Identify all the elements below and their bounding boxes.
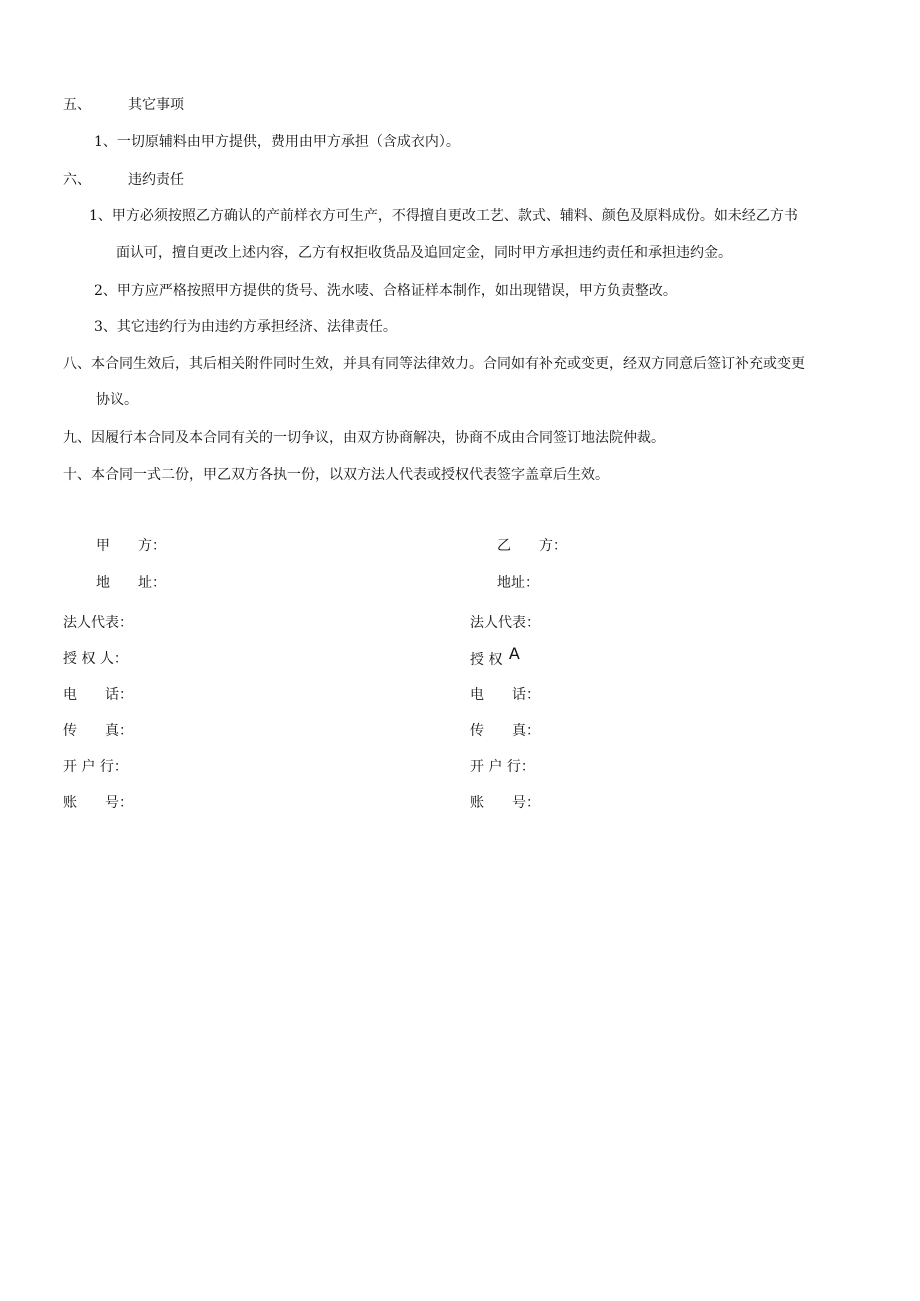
section6-title: 违约责任 [128, 172, 184, 188]
clause8-line2: 协议。 [96, 392, 138, 408]
section6-item2: 2、甲方应严格按照甲方提供的货号、洗水唛、合格证样本制作，如出现错误，甲方负责整改。 [94, 283, 677, 299]
party-b-account-label: 账 号： [470, 795, 540, 811]
party-a-fax-label: 传 真： [63, 723, 133, 739]
party-a-address-label: 地 址： [96, 575, 166, 591]
party-a-phone-label: 电 话： [63, 687, 133, 703]
clause9: 九、因履行本合同及本合同有关的一切争议，由双方协商解决，协商不成由合同签订地法院仲裁。 [63, 430, 665, 446]
party-a-authorized-label: 授 权 人： [63, 651, 128, 667]
party-a-account-label: 账 号： [63, 795, 133, 811]
section5-number: 五、 [63, 97, 91, 113]
party-a-bank-label: 开 户 行： [63, 759, 128, 775]
clause8-line1: 八、本合同生效后，其后相关附件同时生效，并具有同等法律效力。合同如有补充或变更，经双方同意后签订补充或变更 [63, 356, 805, 372]
party-b-fax-label: 传 真： [470, 723, 540, 739]
section5-item1: 1、一切原辅料由甲方提供，费用由甲方承担（含成衣内）。 [94, 134, 460, 150]
section6-item3: 3、其它违约行为由违约方承担经济、法律责任。 [94, 319, 397, 335]
section5-title: 其它事项 [128, 97, 184, 113]
party-b-label: 乙 方： [497, 538, 567, 554]
party-b-authorized-text: 授 权 [470, 652, 503, 668]
section6-item1-line1: 1、甲方必须按照乙方确认的产前样衣方可生产，不得擅自更改工艺、款式、辅料、颜色及原料成份。如未经乙方书 [89, 208, 798, 224]
party-b-authorized-label [470, 644, 520, 670]
party-a-label: 甲 方： [96, 538, 166, 554]
section6-item1-line2: 面认可，擅自更改上述内容，乙方有权拒收货品及追回定金，同时甲方承担违约责任和承担违约金。 [116, 245, 732, 261]
party-b-bank-label: 开 户 行： [470, 759, 535, 775]
clause10: 十、本合同一式二份，甲乙双方各执一份，以双方法人代表或授权代表签字盖章后生效。 [63, 467, 609, 483]
party-a-legal-rep-label: 法人代表： [63, 615, 133, 631]
party-b-authorized-mark: A [508, 644, 520, 663]
party-b-phone-label: 电 话： [470, 687, 540, 703]
party-b-legal-rep-label: 法人代表： [470, 615, 540, 631]
party-b-address-label: 地址： [497, 575, 539, 591]
section6-number: 六、 [63, 172, 91, 188]
